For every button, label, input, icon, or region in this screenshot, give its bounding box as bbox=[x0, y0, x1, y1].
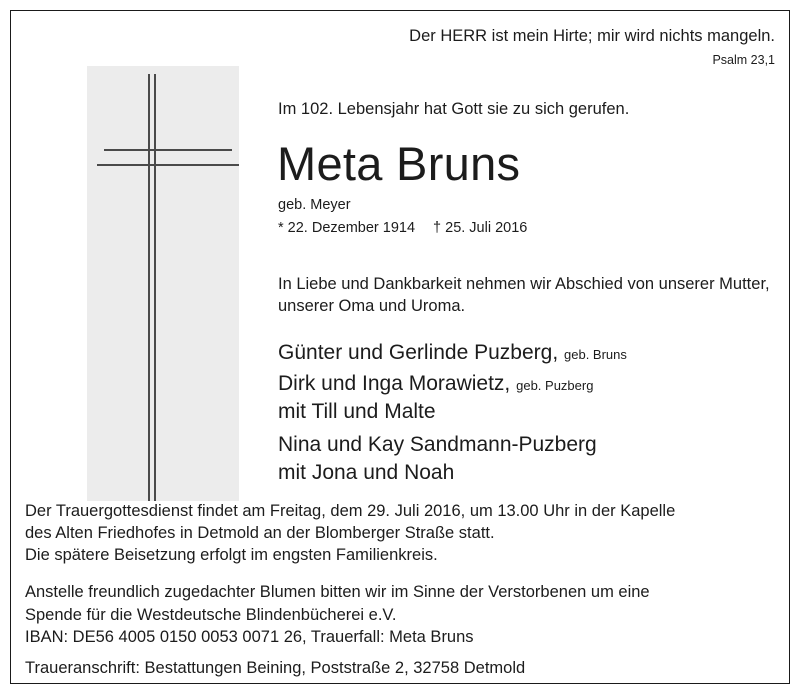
psalm-reference: Psalm 23,1 bbox=[712, 53, 775, 67]
mourner-line bbox=[278, 400, 436, 424]
cross-icon bbox=[87, 66, 239, 501]
mourner-line bbox=[278, 433, 597, 457]
donation-info bbox=[25, 581, 650, 649]
service-info bbox=[25, 500, 675, 566]
mourner-name: Günter und Gerlinde Puzberg, bbox=[278, 341, 559, 364]
life-dates bbox=[278, 220, 527, 236]
obituary-notice bbox=[10, 10, 790, 684]
mourner-name: mit Till und Malte bbox=[278, 400, 436, 423]
psalm-quote: Der HERR ist mein Hirte; mir wird nichts mangeln. bbox=[409, 27, 775, 45]
donation-line: Spende für die Westdeutsche Blindenbücherei e.V. bbox=[25, 605, 397, 624]
death-date: † 25. Juli 2016 bbox=[433, 220, 528, 236]
mourner-note: geb. Puzberg bbox=[516, 378, 594, 393]
maiden-name: geb. Meyer bbox=[278, 197, 351, 213]
donation-line: IBAN: DE56 4005 0150 0053 0071 26, Trauerfall: Meta Bruns bbox=[25, 628, 474, 646]
mourner-name: Dirk und Inga Morawietz, bbox=[278, 372, 511, 395]
mourning-address: Traueranschrift: Bestattungen Beining, Poststraße 2, 32758 Detmold bbox=[25, 659, 526, 677]
donation-line: Anstelle freundlich zugedachter Blumen bitten wir im Sinne der Verstorbenen um eine bbox=[25, 583, 650, 601]
birth-date: * 22. Dezember 1914 bbox=[278, 220, 416, 236]
service-line: des Alten Friedhofes in Detmold an der Blomberger Straße statt. bbox=[25, 524, 495, 542]
intro-text: Im 102. Lebensjahr hat Gott sie zu sich gerufen. bbox=[278, 100, 630, 118]
service-line: Die spätere Beisetzung erfolgt im engsten Familienkreis. bbox=[25, 546, 438, 564]
service-line: Der Trauergottesdienst findet am Freitag, dem 29. Juli 2016, um 13.00 Uhr in der Kapelle bbox=[25, 502, 676, 520]
deceased-name: Meta Bruns bbox=[277, 137, 521, 190]
farewell-text: In Liebe und Dankbarkeit nehmen wir Abschied von unserer Mutter, unserer Oma und Uroma. bbox=[278, 275, 770, 315]
mourner-note: geb. Bruns bbox=[564, 347, 627, 362]
mourner-line bbox=[278, 461, 454, 485]
mourner-name: Nina und Kay Sandmann-Puzberg bbox=[278, 433, 597, 456]
mourner-line bbox=[278, 341, 627, 365]
mourner-line bbox=[278, 372, 593, 396]
mourner-name: mit Jona und Noah bbox=[278, 461, 455, 484]
